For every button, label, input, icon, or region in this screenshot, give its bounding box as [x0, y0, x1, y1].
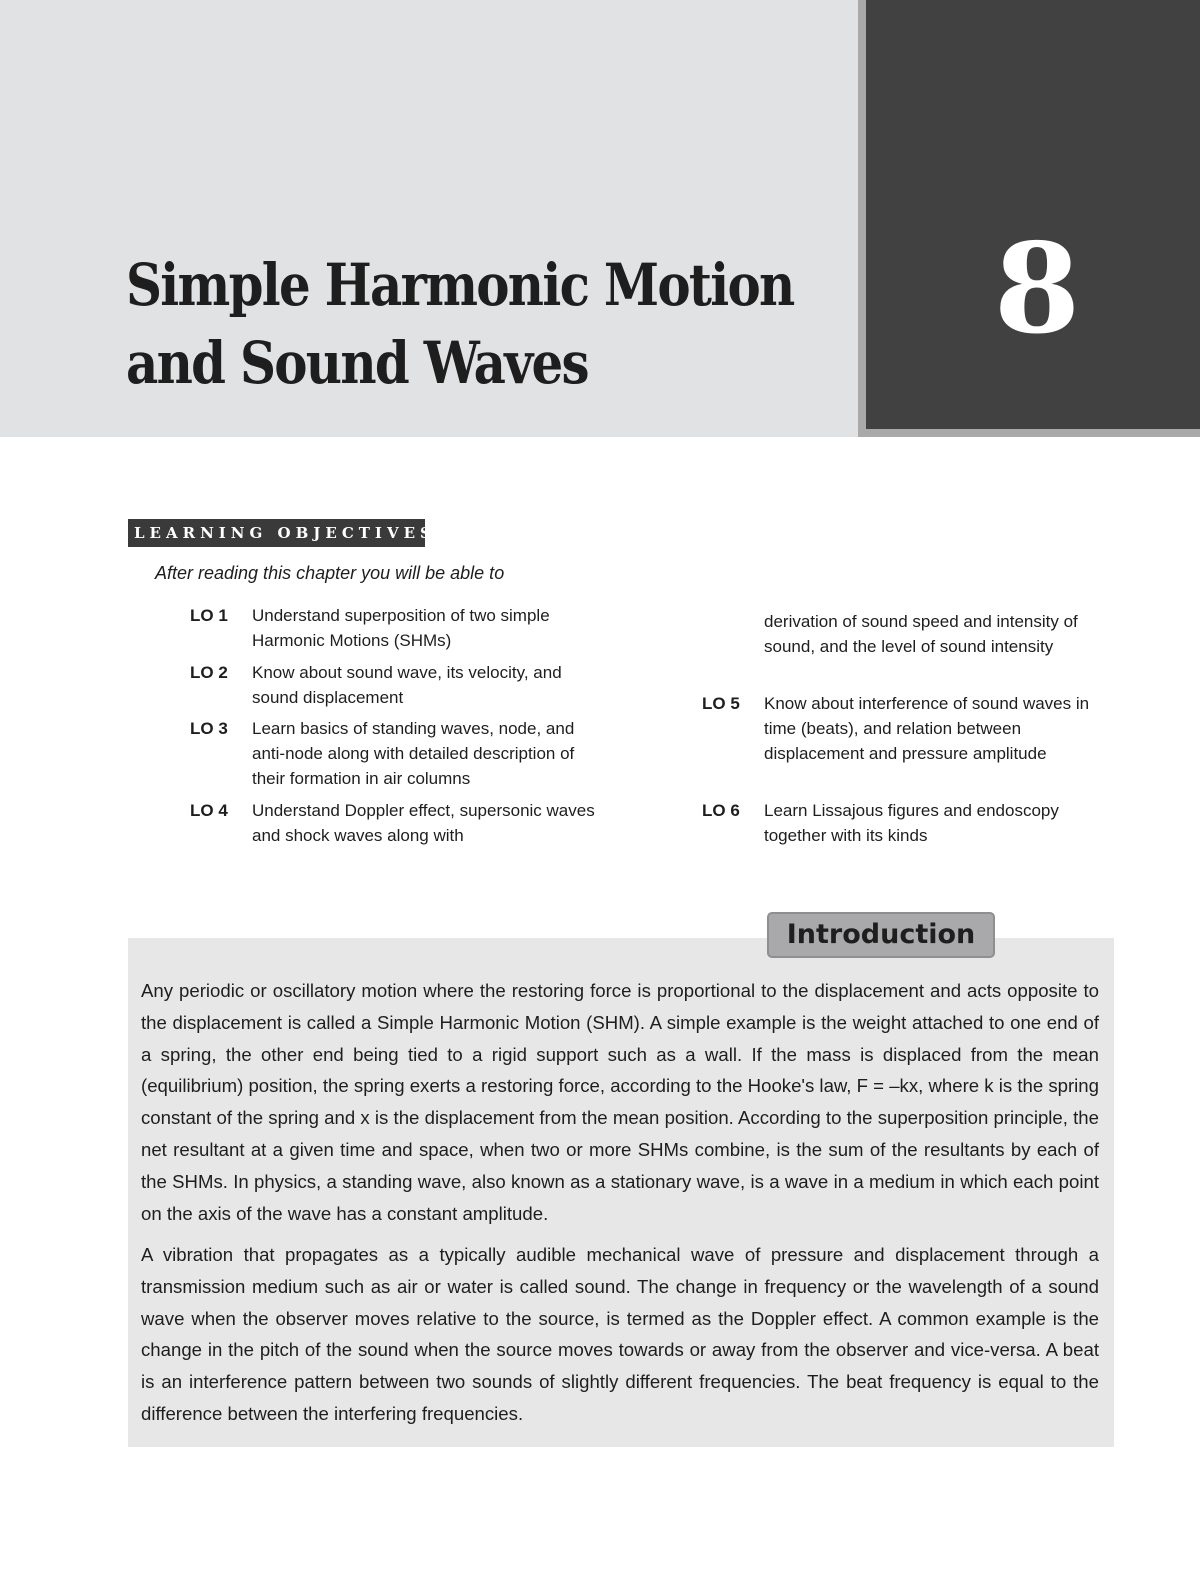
chapter-title-line-2: and Sound Waves — [126, 329, 588, 397]
lo-code: LO 3 — [190, 719, 228, 738]
lo-code: LO 2 — [190, 663, 228, 682]
chapter-number-block — [858, 0, 1200, 437]
lo-text: Know about interference of sound waves in time (beats), and relation between displacement and pressure amplitude — [764, 694, 1090, 763]
lo-text: Know about sound wave, its velocity, and sound displacement — [252, 663, 562, 707]
lo-text: Understand Doppler effect, supersonic waves and shock waves along with — [252, 801, 595, 845]
learning-objectives-intro: After reading this chapter you will be able to — [155, 563, 505, 583]
lo-code: LO 4 — [190, 801, 228, 820]
introduction-paragraph-2: A vibration that propagates as a typically audible mechanical wave of pressure and displacement through a transmission medium such as air or water is called sound. The change in frequency or the wavelength of a sound wave when the observer moves relative to the source, is termed as the Doppler effect. A common example is the change in the pitch of the sound when the source moves towards or away from the observer and vice-versa. A beat is an interference pattern between two sounds of slightly different frequencies. The beat frequency is equal to the difference between the interfering frequencies. — [141, 1244, 1099, 1424]
chapter-title — [126, 246, 794, 402]
learning-objective-4-continuation: derivation of sound speed and intensity of sound, and the level of sound intensity — [764, 612, 1078, 656]
lo-text: Understand superposition of two simple Harmonic Motions (SHMs) — [252, 606, 550, 650]
chapter-title-line-1: Simple Harmonic Motion — [126, 251, 794, 319]
lo-text: Learn basics of standing waves, node, and anti-node along with detailed description of their formation in air columns — [252, 719, 575, 788]
lo-code: LO 1 — [190, 606, 228, 625]
lo-text: Learn Lissajous figures and endoscopy together with its kinds — [764, 801, 1059, 845]
lo-code: LO 5 — [702, 694, 740, 713]
learning-objectives-heading: LEARNING OBJECTIVES — [128, 519, 425, 547]
chapter-number-panel — [866, 0, 1200, 429]
introduction-heading: Introduction — [767, 912, 995, 958]
lo-code: LO 6 — [702, 801, 740, 820]
chapter-number: 8 — [993, 217, 1081, 362]
introduction-paragraph-1: Any periodic or oscillatory motion where the restoring force is proportional to the displacement and acts opposite to the displacement is called a Simple Harmonic Motion (SHM). A simple example is the weight attached to one end of a spring, the other end being tied to a rigid support such as a wall. If the mass is displaced from the mean (equilibrium) position, the spring exerts a restoring force, according to the Hooke's law, F = –kx, where k is the spring constant of the spring and x is the displacement from the mean position. According to the superposition principle, the net resultant at a given time and space, when two or more SHMs combine, is the sum of the resultants by each of the SHMs. In physics, a standing wave, also known as a stationary wave, is a wave in a medium in which each point on the axis of the wave has a constant amplitude. — [141, 980, 1099, 1224]
